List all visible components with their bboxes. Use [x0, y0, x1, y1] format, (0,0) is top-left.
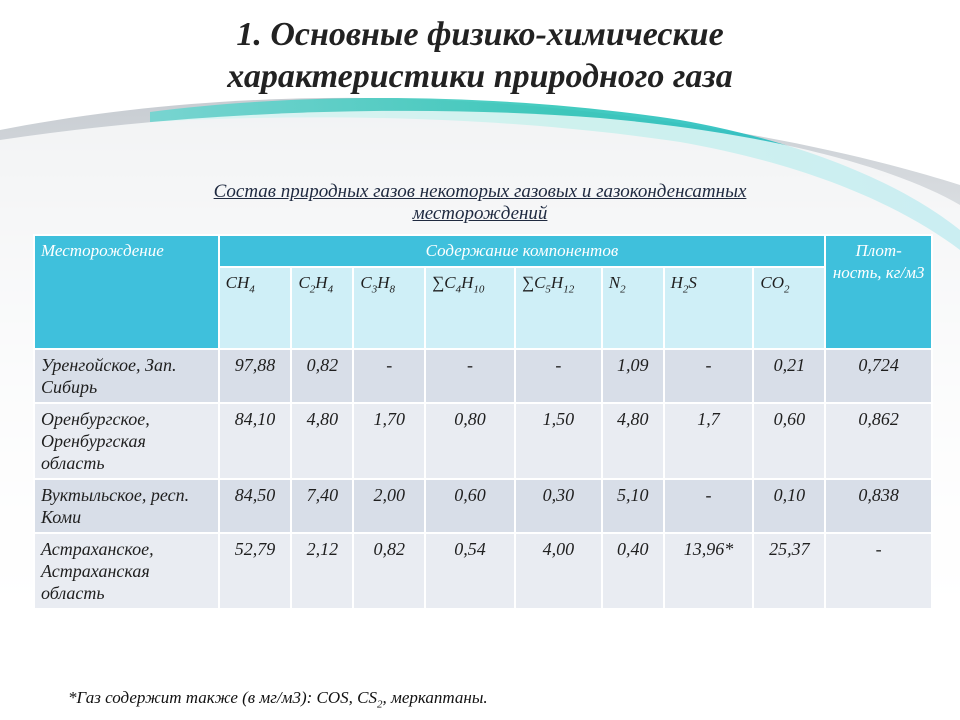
- component-base: CH: [225, 273, 250, 292]
- component-header: [353, 267, 425, 349]
- table-header-row: [34, 235, 932, 267]
- field-name-cell: Вуктыльское, респ. Коми: [34, 479, 219, 533]
- component-sub: 5: [545, 283, 551, 296]
- component-base: C: [298, 273, 310, 292]
- component-sub: 3: [371, 283, 378, 296]
- component-value-cell: 1,7: [664, 403, 754, 479]
- component-header: [291, 267, 353, 349]
- component-base: C: [444, 273, 456, 292]
- component-value-cell: 0,30: [515, 479, 602, 533]
- component-value-cell: 0,54: [425, 533, 515, 609]
- component-value-cell: 1,50: [515, 403, 602, 479]
- header-field: Месторождение: [34, 235, 219, 349]
- table-caption: [100, 181, 860, 225]
- component-prefix: ∑: [432, 273, 445, 292]
- component-sub: 4: [455, 283, 462, 296]
- footnote-prefix: *Газ содержит также (в мг/м3): COS, CS: [68, 688, 377, 707]
- component-header: [753, 267, 825, 349]
- component-value-cell: 2,00: [353, 479, 425, 533]
- density-cell: 0,838: [825, 479, 932, 533]
- component-value-cell: 0,10: [753, 479, 825, 533]
- component-value-cell: 0,82: [291, 349, 353, 403]
- component-value-cell: 4,80: [291, 403, 353, 479]
- table-row: [34, 479, 932, 533]
- component-sub2: 12: [563, 283, 575, 296]
- component-value-cell: 1,70: [353, 403, 425, 479]
- page-title: [0, 14, 960, 98]
- component-sub2: 4: [327, 283, 334, 296]
- field-name-cell: Уренгойское, Зап. Сибирь: [34, 349, 219, 403]
- table-body: [34, 349, 932, 609]
- title-line-1: 1. Основные физико-химические: [236, 16, 724, 53]
- component-base2: H: [550, 273, 564, 292]
- title-line-2: характеристики природного газа: [227, 58, 733, 95]
- component-value-cell: 0,82: [353, 533, 425, 609]
- component-base: CO: [760, 273, 785, 292]
- field-name-cell: Астраханское, Астраханская область: [34, 533, 219, 609]
- component-base: C: [360, 273, 372, 292]
- component-prefix: ∑: [521, 273, 535, 292]
- component-header: [425, 267, 515, 349]
- component-sub2: 8: [389, 283, 395, 296]
- component-value-cell: 13,96*: [664, 533, 754, 609]
- component-header: [664, 267, 754, 349]
- component-value-cell: 0,40: [602, 533, 664, 609]
- component-value-cell: 0,21: [753, 349, 825, 403]
- component-header: [602, 267, 664, 349]
- component-value-cell: 84,10: [219, 403, 292, 479]
- footnote-suffix: , меркаптаны.: [382, 688, 488, 707]
- caption-line-2: месторождений: [412, 203, 548, 224]
- component-value-cell: -: [664, 349, 754, 403]
- component-base2: H: [461, 273, 474, 292]
- header-density: Плот-ность, кг/м3: [825, 235, 932, 349]
- component-value-cell: 97,88: [219, 349, 292, 403]
- component-value-cell: 25,37: [753, 533, 825, 609]
- density-cell: -: [825, 533, 932, 609]
- component-value-cell: -: [353, 349, 425, 403]
- component-sub: 2: [682, 283, 689, 296]
- component-value-cell: 4,80: [602, 403, 664, 479]
- table-row: [34, 403, 932, 479]
- component-value-cell: -: [425, 349, 515, 403]
- component-value-cell: 0,80: [425, 403, 515, 479]
- component-base: N: [608, 273, 621, 292]
- component-base: H: [670, 273, 683, 292]
- component-base2: S: [688, 273, 697, 292]
- component-value-cell: 4,00: [515, 533, 602, 609]
- component-base2: H: [315, 273, 328, 292]
- component-header: [219, 267, 292, 349]
- component-sub: 2: [784, 283, 790, 296]
- component-value-cell: 0,60: [753, 403, 825, 479]
- component-value-cell: 52,79: [219, 533, 292, 609]
- component-base: C: [534, 273, 546, 292]
- field-name-cell: Оренбургское, Оренбургская область: [34, 403, 219, 479]
- component-sub: 2: [620, 283, 626, 296]
- component-sub: 4: [249, 283, 255, 296]
- caption-line-1: Состав природных газов некоторых газовых и газоконденсатных: [213, 181, 747, 202]
- footnote: [68, 688, 488, 710]
- component-value-cell: 2,12: [291, 533, 353, 609]
- component-base2: H: [377, 273, 390, 292]
- component-value-cell: 7,40: [291, 479, 353, 533]
- component-sub: 2: [309, 283, 316, 296]
- component-sub2: 10: [473, 283, 485, 296]
- density-cell: 0,724: [825, 349, 932, 403]
- component-value-cell: -: [515, 349, 602, 403]
- component-value-cell: 84,50: [219, 479, 292, 533]
- component-value-cell: 0,60: [425, 479, 515, 533]
- table-row: [34, 533, 932, 609]
- density-cell: 0,862: [825, 403, 932, 479]
- component-value-cell: -: [664, 479, 754, 533]
- table-row: [34, 349, 932, 403]
- component-value-cell: 5,10: [602, 479, 664, 533]
- header-content: Содержание компонентов: [219, 235, 826, 267]
- footnote-sub: 2: [377, 698, 383, 711]
- component-header: [515, 267, 602, 349]
- component-value-cell: 1,09: [602, 349, 664, 403]
- gas-composition-table: [33, 234, 933, 610]
